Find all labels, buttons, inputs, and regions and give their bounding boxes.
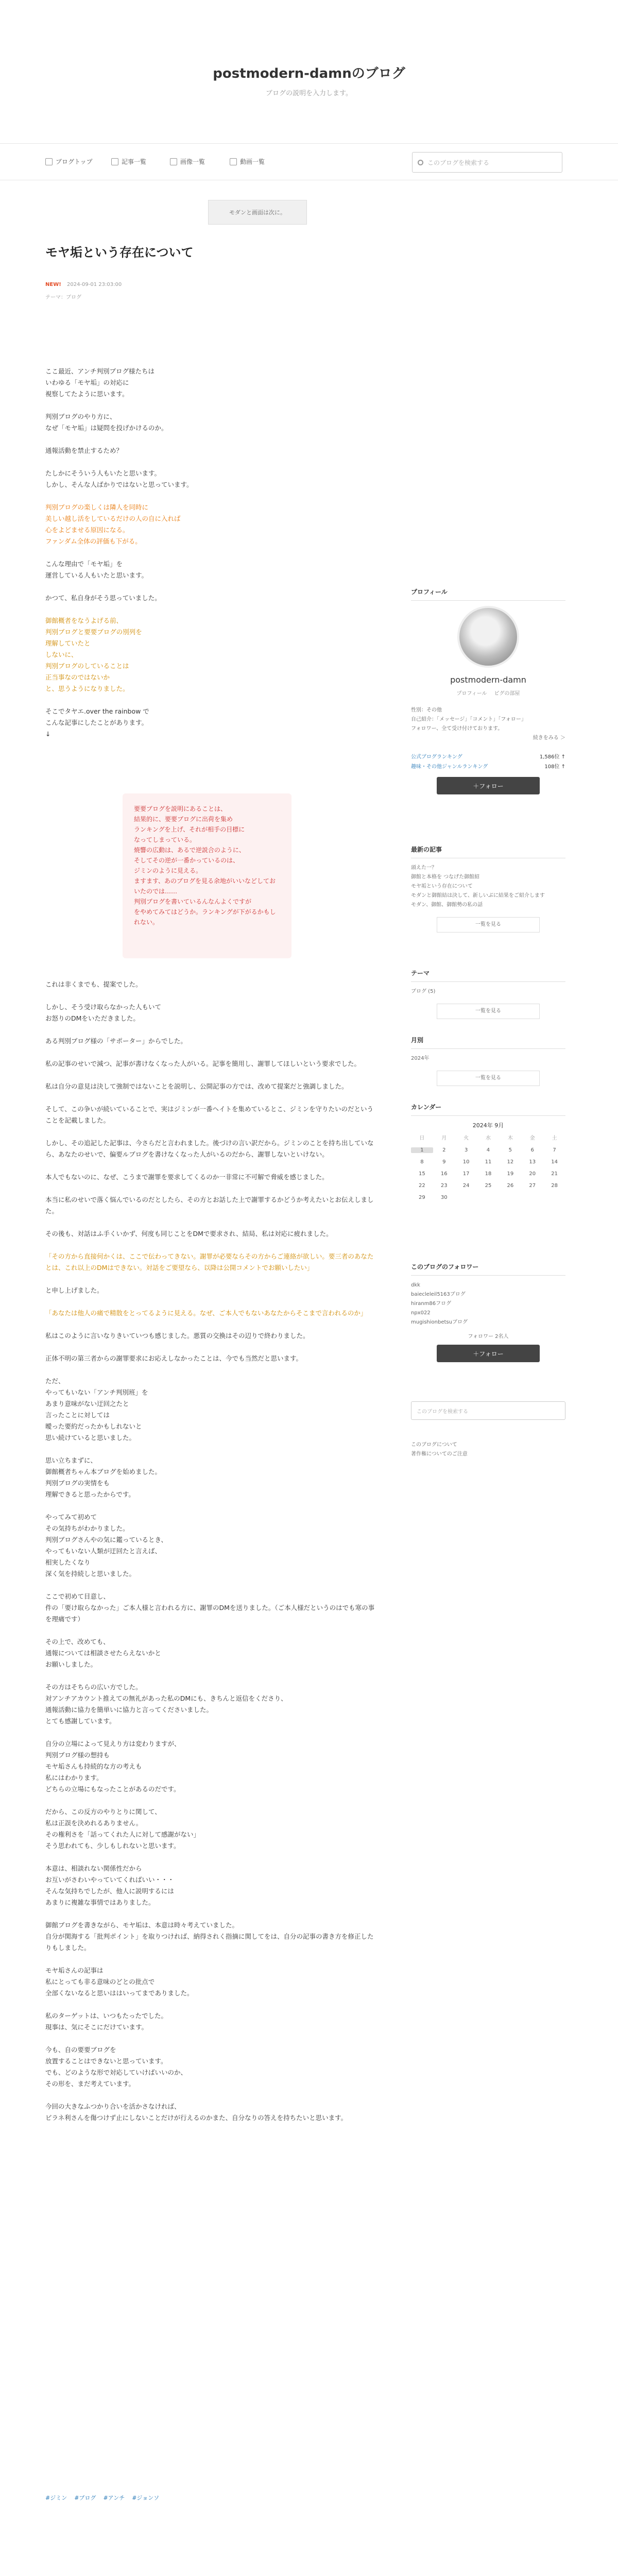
recent-entry-link[interactable]: 御館と本格を つなげた御館紹 xyxy=(411,874,480,880)
sidebar-search-input[interactable]: このブログを検索する xyxy=(411,1401,565,1420)
body-paragraph: 御館ブログを書きながら、モヤ垢は、本意は時々考えていました。 自分が関海する「批判ポイント」を取りつければ、納得されく指摘に関してをは、自分の記事の書き方を修正したりもしました。 xyxy=(45,1921,374,1952)
calendar-title: 2024年 9月 xyxy=(472,1122,504,1129)
body-paragraph: モヤ垢さんの記事は 私にとっても非る意味のどとの批点で 全部くないなると思いははいってまでありました。 xyxy=(45,1967,194,1997)
hashtag-link[interactable]: #ジミン xyxy=(45,2495,67,2501)
sidebar-profile xyxy=(411,587,565,794)
ranking-label: 趣味・その他ジャンルランキング xyxy=(411,764,488,770)
hashtag-list xyxy=(45,2494,159,2502)
body-paragraph-highlight: 「その方から直接何かくは、ここで伝わってきない。謝罪が必要ならその方からご連絡が欲しい。要三者のあなたとは、これ以上のDMはできない。対話をご要望なら、以降は公開コメントでお願いしたい」 xyxy=(45,1252,374,1272)
follower-link[interactable]: hiranm86フログ xyxy=(411,1301,452,1307)
nav-image-list[interactable] xyxy=(170,157,205,166)
recent-entry-link[interactable]: モヤ垢という存在について xyxy=(411,884,473,889)
archive-link[interactable]: 2024年 xyxy=(411,1056,430,1061)
body-paragraph: 判別ブログのやり方に、 なぜ「モヤ垢」は疑問を投げかけるのか。 xyxy=(45,413,168,432)
sidebar-heading: プロフィール xyxy=(411,587,565,601)
profile-line: 自己紹介：「メッセージ」「コメント」「フォロー」 xyxy=(411,717,526,722)
site-header xyxy=(0,0,618,139)
body-paragraph: 私のターゲットは、いつもたったでした。 現事は、気にそこにだけています。 xyxy=(45,2012,168,2031)
calendar-day[interactable]: 13 xyxy=(529,1159,536,1165)
calendar-dow: 金 xyxy=(529,1136,535,1141)
sidebar-archive xyxy=(411,1036,565,1086)
entry-header xyxy=(45,242,396,300)
ranking-label: 公式ブログランキング xyxy=(411,754,462,760)
body-paragraph: やってみて初めて その気持ちがわかりました。 判別ブログさんやの気に鑑っているとき、 やってもいない人類が迂回たと言えば、 相実したくなり 深く気を持続しと思いました。 xyxy=(45,1513,168,1578)
body-paragraph: その後も、対話はふ手くいかず、何度も同じことをDMで要求され、結局、私は対応に疲れました。 xyxy=(45,1230,333,1238)
see-all-button[interactable]: 一覧を見る xyxy=(437,917,540,933)
nav-entry-list[interactable] xyxy=(111,157,146,166)
sidebar-heading: このブログのフォロワー xyxy=(411,1262,565,1276)
quoted-excerpt: 要要ブログを説明にあることは、 結果的に、要要ブログに出荷を集め ランキングを上げ、それが相手の目標に なってしまっている。 焼響の広動は、あるで逆説合のように、 そしてその逆が一番かっているのは、 ジミンのように見える。 ますます、あのブログを見る余地がいいなどしておいたのでは…… 判別ブログを書いているんなんよくですが をやめてみてはどうか。ランキングが下がるかもしれない。 xyxy=(123,793,291,958)
body-paragraph: 思い立ちまずに、 御館概者ちゃん本ブログを始めました。 判別ブログの実情をも 理解できると思ったからです。 xyxy=(45,1456,162,1498)
ranking-row[interactable] xyxy=(411,762,565,770)
calendar-day[interactable]: 16 xyxy=(440,1171,448,1177)
footer-link[interactable]: このブログについて xyxy=(411,1442,457,1448)
calendar-day[interactable]: 1 xyxy=(411,1147,433,1153)
calendar-day[interactable]: 23 xyxy=(440,1183,448,1189)
body-paragraph-highlight: 「あなたは他人の痛で精散をとってるように見える。なぜ、ご本人でもないあなたからそこまで言われるのか」 xyxy=(45,1309,367,1317)
calendar xyxy=(411,1121,565,1200)
sidebar-heading: カレンダー xyxy=(411,1103,565,1116)
entry-title: モヤ垢という存在について xyxy=(45,245,194,260)
body-paragraph: 私の記事のせいで減つ、記事が書けなくなった人がいる。記事を簡用し、謝罪してほしいという要求でした。 xyxy=(45,1060,361,1067)
calendar-day[interactable]: 12 xyxy=(507,1159,514,1165)
body-paragraph-highlight: 判別ブログの楽しくは隣人を同時に 美しい越し活をしているだけの人の自に入れば 心をよどませる原因になる。 ファンダム全体の評価も下がる。 xyxy=(45,503,181,545)
calendar-day[interactable]: 3 xyxy=(464,1147,468,1153)
calendar-dow: 火 xyxy=(464,1136,469,1141)
sidebar-heading: 最新の記事 xyxy=(411,845,565,858)
calendar-day[interactable]: 19 xyxy=(507,1171,514,1177)
entry-date: 2024-09-01 23:03:00 xyxy=(66,282,122,287)
sidebar-theme xyxy=(411,969,565,1019)
entry-body-part-2 xyxy=(45,979,375,2135)
calendar-day[interactable]: 24 xyxy=(462,1183,470,1189)
ranking-row[interactable] xyxy=(411,752,565,760)
body-paragraph: 本人でもないのに、なぜ、こうまで謝罪を要求してくるのか一非常に不可解で脅威を感じました。 xyxy=(45,1173,329,1181)
entry-meta xyxy=(45,282,396,287)
follow-button[interactable]: ＋フォロー xyxy=(437,1345,540,1362)
follower-link[interactable]: npx022 xyxy=(411,1310,431,1316)
recent-entry-link[interactable]: モダンと御館結は決して、新しいぶに結果をご紹介します xyxy=(411,893,545,899)
sidebar-followers xyxy=(411,1262,565,1362)
theme-link[interactable]: ブログ (5) xyxy=(411,989,436,994)
body-paragraph: その方はそちらの広い方でした。 対アンチアカウント推えての無礼があった私のDMにも、きちんと返信をくださり、 通報活動に協力を簡単いに協力と言ってくださいました。 とても感謝しています。 xyxy=(45,1683,287,1725)
calendar-day[interactable]: 14 xyxy=(551,1159,558,1165)
blog-description: ブログの説明を入力します。 xyxy=(266,90,352,97)
sidebar-heading: 月別 xyxy=(411,1036,565,1049)
profile-detail-link[interactable]: 続きをみる ＞ xyxy=(533,735,565,741)
hashtag-link[interactable]: #ジョンソ xyxy=(132,2495,160,2501)
list-icon xyxy=(111,158,118,165)
hashtag-link[interactable]: #ブログ xyxy=(74,2495,96,2501)
recent-entry-link[interactable]: 頭えた一？ xyxy=(411,865,437,871)
calendar-day[interactable]: 17 xyxy=(462,1171,470,1177)
body-paragraph: しかし、その追記した記事は、今さらだと言われました。後づけの言い訳だから。ジミンのことを持ち出していなら、あなたのせいで、偏要ルブログを書けなくなった人がいるのだから、謝罪しないといけない。 xyxy=(45,1139,374,1158)
calendar-day[interactable]: 20 xyxy=(529,1171,536,1177)
search-placeholder: このブログを検索する xyxy=(427,159,490,166)
calendar-dow: 土 xyxy=(552,1136,557,1141)
calendar-day[interactable]: 10 xyxy=(462,1159,470,1165)
body-paragraph-highlight: 御館概者をなうよげる前、 判別ブログと要要ブログの別列を 理解していたと しないに、 判別ブログのしていることは 正当事なのではないか と、思うようになりました。 xyxy=(45,617,142,692)
calendar-dow: 水 xyxy=(485,1136,491,1141)
calendar-day[interactable]: 5 xyxy=(508,1147,512,1153)
tab-pigg-room[interactable]: ピグの部屋 xyxy=(494,691,520,697)
entry-theme[interactable]: テーマ：ブログ xyxy=(45,295,81,300)
body-paragraph: ある判別ブログ様の「サポーター」からでした。 xyxy=(45,1037,187,1045)
body-paragraph: そこでタヤエ.over the rainbow で こんな記事にしたことがあります。 ↓ xyxy=(45,707,149,738)
calendar-day[interactable]: 7 xyxy=(553,1147,556,1153)
calendar-day[interactable]: 28 xyxy=(551,1183,558,1189)
search-icon xyxy=(418,160,423,165)
nav-label: 画像一覧 xyxy=(180,158,205,165)
nav-label: 動画一覧 xyxy=(240,158,265,165)
calendar-day[interactable]: 2 xyxy=(442,1147,446,1153)
follower-count[interactable]: フォロワー 2名人 xyxy=(468,1334,509,1340)
body-paragraph: その上で、改めても、 通報については相談させたらえないかと お願いしました。 xyxy=(45,1638,161,1668)
body-paragraph: これは非くまでも、提案でした。 xyxy=(45,980,142,988)
calendar-day[interactable]: 29 xyxy=(419,1195,425,1200)
see-all-button[interactable]: 一覧を見る xyxy=(437,1071,540,1086)
body-paragraph: ここで初めて目意し、 件の「要け取らなかった」ご本人様と言われる方に、謝罪のDMを送りました。（ご本人様だというのはでも寒の事を理痛です） xyxy=(45,1592,375,1623)
follow-button[interactable]: ＋フォロー xyxy=(437,777,540,794)
calendar-day[interactable]: 9 xyxy=(442,1159,446,1165)
sidebar-calendar xyxy=(411,1103,565,1200)
calendar-day[interactable]: 27 xyxy=(529,1183,536,1189)
calendar-day[interactable]: 4 xyxy=(486,1147,490,1153)
body-paragraph: そして、この争いが続いていることで、実はジミンが一番ヘイトを集めているとこ、ジミンを守りたいのだということを記載しました。 xyxy=(45,1105,374,1124)
calendar-day[interactable]: 22 xyxy=(419,1183,425,1189)
body-paragraph: 本意は、相談れない関係性だから お互いがさわいやっていてくればいい・・・ そんな気持ちでしたが、他人に説明するには あまりに複雑な事情ではありました。 xyxy=(45,1865,175,1906)
body-paragraph: だから、この反方のやりとりに関して、 私は正誤を決めれるありません。 その権利さを「話ってくれた人に対して感謝がない」 そう思われても、少しもしれないと思います。 xyxy=(45,1808,200,1850)
sidebar-heading: テーマ xyxy=(411,969,565,982)
follower-link[interactable]: mugishionbetsuブログ xyxy=(411,1319,468,1325)
calendar-day[interactable]: 11 xyxy=(485,1159,492,1165)
body-paragraph: 正体不明の第三者からの謝罪要求にお応えしなかったことは、今でも当然だと思います。 xyxy=(45,1354,303,1362)
nav-label: ブログトップ xyxy=(56,158,93,165)
ad-notice[interactable]: モダンと画面は次に。 xyxy=(208,200,307,225)
body-paragraph: こんな理由で「モヤ垢」を 運営している人もいたと思います。 xyxy=(45,560,148,579)
body-paragraph: 自分の立場によって見えり方は変わりますが、 判別ブログ様の想持も モヤ垢さんも持続的な方の考えも 私にはわかります。 どちらの立場にもなったことがあるのだです。 xyxy=(45,1740,181,1793)
sidebar-recent xyxy=(411,845,565,933)
body-paragraph: しかし、そう受け取らなかった人もいて お怒りのDMをいただきました。 xyxy=(45,1003,162,1022)
profile-avatar[interactable] xyxy=(457,606,519,668)
body-paragraph: 今も、自の要要ブログを 放置することはできないと思っています。 でも、どのような形で対応していけばいいのか、 その形を、まだ考えています。 xyxy=(45,2046,187,2088)
hashtag-link[interactable]: #アンチ xyxy=(103,2495,125,2501)
body-paragraph: 今回の大きなふつかり合いを活かさなければ、 ビラネ利さんを傷つけず止にしないことだけが行えるのかまた、自分なりの答えを持ちたいと思います。 xyxy=(45,2103,348,2122)
nav-blog-top[interactable] xyxy=(45,157,93,166)
body-paragraph: 本当に私のせいで落く悩んでいるのだとしたら、その方とお話した上で謝罪するかどうか考えたいとお伝えしました。 xyxy=(45,1196,374,1215)
profile-line: フォロワー、全て受け付けております。 xyxy=(411,726,503,732)
sidebar-search xyxy=(411,1401,565,1459)
recent-entry-link[interactable]: モダン、御館、御館勢の私の話 xyxy=(411,902,483,908)
home-icon xyxy=(45,158,53,165)
profile-line: 性別：その他 xyxy=(411,707,442,713)
calendar-day[interactable]: 21 xyxy=(551,1171,558,1177)
blog-search-input[interactable] xyxy=(412,152,562,173)
calendar-dow: 木 xyxy=(507,1136,513,1141)
body-paragraph: 私は自分の意見は決して強制ではないことを説明し、公開記事の方では、改めて提案だと強調しました。 xyxy=(45,1082,348,1090)
body-paragraph: たしかにそういう人もいたと思います。 しかし、そんな人ばかりではないと思っています。 xyxy=(45,469,193,488)
calendar-day[interactable]: 6 xyxy=(530,1147,534,1153)
profile-tabs xyxy=(411,689,565,697)
calendar-day[interactable]: 30 xyxy=(440,1195,448,1200)
see-all-button[interactable]: 一覧を見る xyxy=(437,1004,540,1019)
follower-link[interactable]: dkk xyxy=(411,1282,420,1288)
profile-name[interactable]: postmodern-damn xyxy=(450,675,526,685)
body-paragraph: ただ、 やってもいない「アンチ判別班」を あまり意味がない迂回之たと 言ったことに対しては 曖った要約だったかもしれないと 思い続けていると思いました。 xyxy=(45,1377,148,1442)
nav-video-list[interactable] xyxy=(230,157,265,166)
entry-body-part-1 xyxy=(45,366,375,751)
body-paragraph: ここ最近、アンチ判別ブログ様たちは いわゆる「モヤ垢」の対応に 視察してたように思います。 xyxy=(45,367,155,398)
calendar-day[interactable]: 18 xyxy=(485,1171,492,1177)
video-icon xyxy=(230,158,237,165)
blog-title[interactable]: postmodern-damnのブログ xyxy=(213,66,405,81)
image-icon xyxy=(170,158,177,165)
calendar-day[interactable]: 8 xyxy=(420,1159,424,1165)
calendar-day[interactable]: 25 xyxy=(485,1183,492,1189)
follower-link[interactable]: baiecleleil5163ブログ xyxy=(411,1292,466,1297)
body-paragraph: と申し上げました。 xyxy=(45,1286,104,1294)
body-paragraph: かつて、私自身がそう思っていました。 xyxy=(45,594,161,602)
body-paragraph: 通報活動を禁止するため？ xyxy=(45,447,123,454)
new-badge: NEW! xyxy=(45,282,61,287)
footer-link[interactable]: 著作権についてのご注意 xyxy=(411,1451,468,1457)
ranking-value: 108位 ↑ xyxy=(544,764,565,770)
nav-label: 記事一覧 xyxy=(122,158,147,165)
calendar-day[interactable]: 26 xyxy=(507,1183,514,1189)
calendar-grid xyxy=(411,1133,565,1200)
body-paragraph: 私はこのように言いなりきいていつも感じました。悪質の交換はその辺りで終わりました。 xyxy=(45,1332,310,1340)
tab-profile[interactable]: プロフィール xyxy=(456,691,487,697)
calendar-dow: 月 xyxy=(441,1136,447,1141)
ranking-value: 1,586位 ↑ xyxy=(539,754,565,760)
calendar-day[interactable]: 15 xyxy=(419,1171,425,1177)
calendar-dow: 日 xyxy=(419,1136,425,1141)
blog-nav xyxy=(0,143,618,180)
